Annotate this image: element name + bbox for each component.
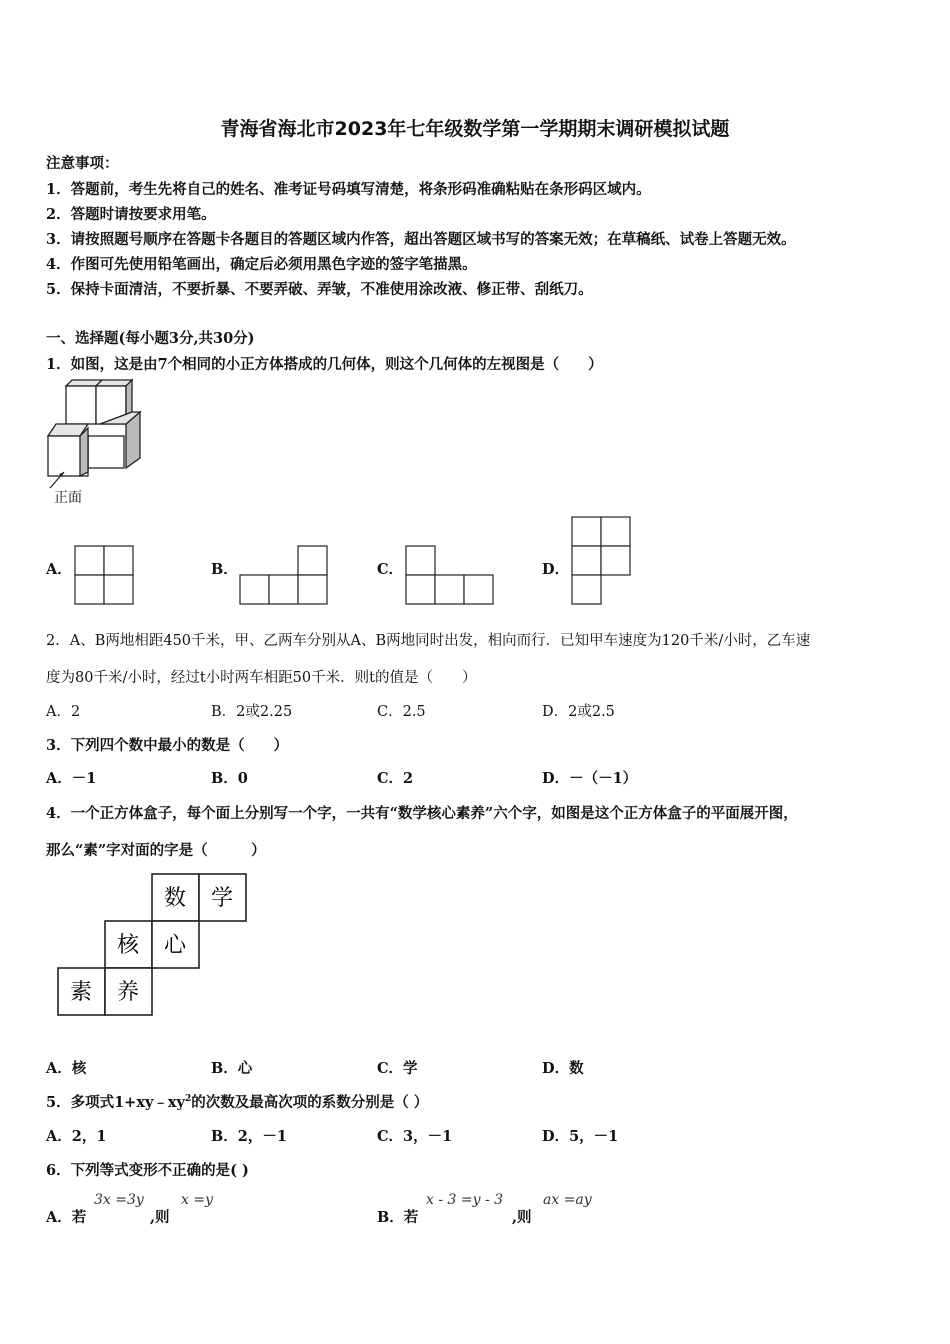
q5-exponent: 2 — [184, 1094, 192, 1105]
q4-option-b: B．心 — [211, 1060, 253, 1077]
q2-stem-line1: 2．A、B两地相距450千米，甲、乙两车分别从A、B两地同时出发，相向而行．已知甲车速度为120千米/小时，乙车速 — [46, 633, 811, 649]
notes-heading: 注意事项： — [46, 155, 119, 172]
q5-option-a: A．2，1 — [46, 1128, 107, 1145]
front-label: 正面 — [54, 490, 82, 506]
q5-option-b: B．2，－1 — [211, 1128, 287, 1145]
q4-option-d: D．数 — [542, 1060, 584, 1077]
net-char-shu: 数 — [163, 886, 187, 911]
q5-option-d: D．5，－1 — [542, 1128, 619, 1145]
q3-option-b: B．0 — [211, 770, 248, 787]
q5-stem-start: 5．多项式1+xy﹣xy — [46, 1094, 185, 1111]
cube-net-figure — [58, 874, 250, 1018]
q1-stem: 1．如图，这是由7个相同的小正方体搭成的几何体，则这个几何体的左视图是（ ） — [46, 356, 603, 373]
q6-option-b-eq1: x - 3 =y - 3 — [426, 1192, 504, 1208]
q6-option-b-label: B．若 — [377, 1209, 419, 1226]
q6-option-b-then: ,则 — [512, 1209, 532, 1226]
q2-option-d: D．2或2.5 — [542, 704, 615, 720]
net-char-su: 素 — [69, 980, 93, 1005]
q4-option-c: C．学 — [377, 1060, 418, 1077]
q5-stem-end: 的次数及最高次项的系数分别是（ ） — [191, 1094, 429, 1111]
q1-option-b-label: B． — [211, 561, 238, 578]
q2-option-a: A．2 — [46, 704, 81, 720]
net-char-xin: 心 — [163, 933, 187, 958]
q6-stem: 6．下列等式变形不正确的是( ) — [46, 1162, 249, 1179]
q1-option-a-label: A． — [46, 561, 72, 578]
q3-stem: 3．下列四个数中最小的数是（ ） — [46, 737, 289, 754]
q5-option-c: C．3，－1 — [377, 1128, 453, 1145]
section-heading: 一、选择题(每小题3分,共30分) — [46, 330, 255, 347]
q2-option-b: B．2或2.25 — [211, 704, 293, 720]
q1-option-b-figure — [240, 546, 330, 606]
q1-option-a-figure — [75, 546, 135, 606]
q3-option-d: D．－（－1） — [542, 770, 638, 787]
q4-stem-line2: 那么“素”字对面的字是（ ） — [46, 842, 266, 859]
note-item: 4．作图可先使用铅笔画出，确定后必须用黑色字迹的签字笔描黑。 — [46, 256, 477, 273]
q6-option-a-then: ,则 — [150, 1209, 170, 1226]
q2-stem-line2: 度为80千米/小时，经过t小时两车相距50千米．则t的值是（ ） — [46, 670, 477, 686]
net-char-he: 核 — [116, 933, 140, 958]
q1-option-c-label: C． — [377, 561, 404, 578]
q1-option-d-label: D． — [542, 561, 570, 578]
q1-option-d-figure — [572, 517, 632, 607]
net-char-xue: 学 — [210, 886, 234, 911]
net-char-yang: 养 — [116, 980, 140, 1005]
q5-stem — [46, 1091, 428, 1112]
q6-option-a-eq1: 3x =3y — [94, 1192, 144, 1208]
q1-option-c-figure — [406, 546, 496, 606]
q6-option-b-eq2: ax =ay — [543, 1192, 592, 1208]
q4-stem-line1: 4．一个正方体盒子，每个面上分别写一个字，一共有“数学核心素养”六个字，如图是这个正方体盒子的平面展开图， — [46, 805, 798, 822]
q6-option-a-eq2: x =y — [181, 1192, 213, 1208]
page-title: 青海省海北市2023年七年级数学第一学期期末调研模拟试题 — [220, 118, 730, 140]
q4-option-a: A．核 — [46, 1060, 87, 1077]
note-item: 3．请按照题号顺序在答题卡各题目的答题区域内作答，超出答题区域书写的答案无效；在草稿纸、试卷上答题无效。 — [46, 231, 796, 248]
q3-option-a: A．－1 — [46, 770, 97, 787]
note-item: 1．答题前，考生先将自己的姓名、准考证号码填写清楚，将条形码准确粘贴在条形码区域内。 — [46, 181, 651, 198]
note-item: 5．保持卡面清洁，不要折暴、不要弄破、弄皱，不准使用涂改液、修正带、刮纸刀。 — [46, 281, 593, 298]
q2-option-c: C．2.5 — [377, 704, 426, 720]
note-item: 2．答题时请按要求用笔。 — [46, 206, 216, 223]
q6-option-a-label: A．若 — [46, 1209, 87, 1226]
q3-option-c: C．2 — [377, 770, 414, 787]
